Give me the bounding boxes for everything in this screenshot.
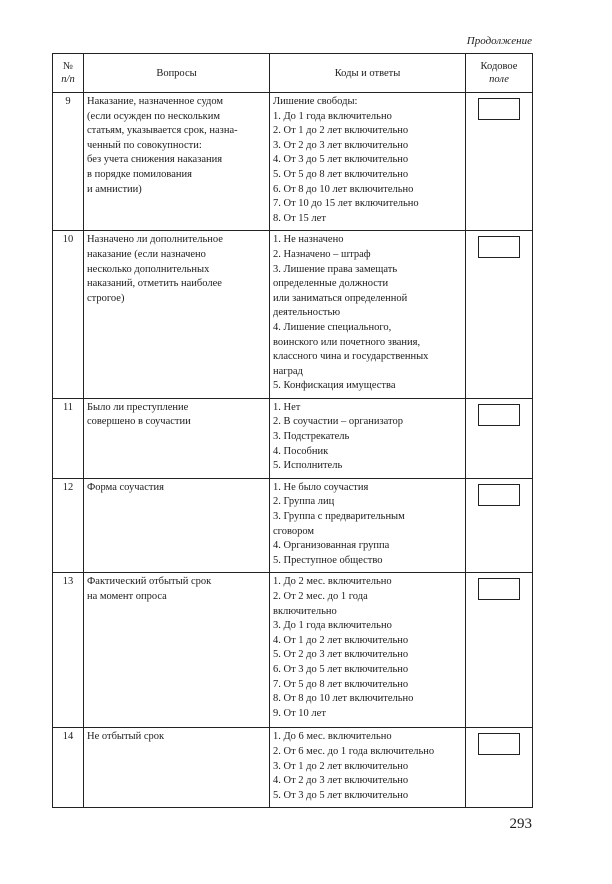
continuation-label: Продолжение (466, 35, 532, 47)
answer-option: сговором (273, 525, 315, 537)
answer-option: 8. От 8 до 10 лет включительно (273, 693, 414, 705)
code-field-cell (466, 93, 533, 231)
answer-option: 3. Подстрекатель (273, 431, 350, 443)
table-header-row (53, 54, 533, 93)
answer-option: деятельностью (273, 307, 341, 319)
answer-option: 4. От 1 до 2 лет включительно (273, 634, 409, 646)
answer-option: 2. От 6 мес. до 1 года включительно (273, 746, 435, 757)
answer-option: наград (273, 365, 303, 377)
question-line: и амнистии) (87, 183, 142, 195)
answer-option: 3. От 2 до 3 лет включительно (273, 139, 409, 151)
answer-codes-cell (270, 93, 466, 231)
answer-option: 2. В соучастии – организатор (273, 416, 404, 428)
question-line: без учета снижения наказания (87, 154, 223, 166)
row-number: 13 (53, 573, 84, 728)
table-body (53, 93, 533, 808)
code-entry-box[interactable] (478, 484, 520, 506)
column-header-code-field (466, 54, 533, 93)
answer-codes-cell (270, 231, 466, 399)
question-line: совершено в соучастии (87, 416, 191, 428)
answer-option: 6. От 8 до 10 лет включительно (273, 183, 414, 195)
question-cell (84, 231, 270, 399)
table-row (53, 728, 533, 808)
code-field-cell (466, 398, 533, 478)
answer-option: 4. От 3 до 5 лет включительно (273, 154, 409, 166)
answer-option: 6. От 3 до 5 лет включительно (273, 663, 409, 675)
answer-option: 5. От 5 до 8 лет включительно (273, 168, 409, 180)
code-field-cell (466, 573, 533, 728)
question-line: на момент опроса (87, 591, 167, 602)
question-line: Назначено ли дополнительное (87, 234, 223, 246)
questionnaire-table (52, 53, 533, 808)
answer-option: 2. От 1 до 2 лет включительно (273, 125, 409, 137)
question-cell (84, 728, 270, 808)
row-number: 9 (53, 93, 84, 231)
answer-option: 3. Группа с предварительным (273, 511, 405, 523)
column-header-code-field-line1: Кодовое (480, 61, 518, 72)
answer-option: 3. От 1 до 2 лет включительно (273, 760, 409, 772)
question-line: Форма соучастия (87, 481, 164, 493)
answer-option: 2. Группа лиц (273, 496, 335, 508)
question-line: Не отбытый срок (87, 731, 165, 743)
answer-option: 8. От 15 лет (273, 212, 326, 224)
answer-option: 1. Не назначено (273, 234, 344, 246)
answer-option: 5. От 3 до 5 лет включительно (273, 789, 409, 801)
answer-option: воинского или почетного звания, (273, 336, 421, 348)
answer-codes-cell (270, 478, 466, 573)
answer-option: 9. От 10 лет (273, 707, 326, 719)
answer-option: 5. Преступное общество (273, 554, 383, 566)
answer-option: Лишение свободы: (273, 96, 358, 107)
answer-option: 4. От 2 до 3 лет включительно (273, 775, 409, 787)
answer-option: 2. Назначено – штраф (273, 248, 371, 260)
answer-option: 1. Нет (273, 401, 301, 413)
question-cell (84, 93, 270, 231)
answer-option: 4. Пособник (273, 445, 329, 457)
answer-codes-cell (270, 398, 466, 478)
column-header-number-line2: п/п (61, 74, 75, 85)
code-entry-box[interactable] (478, 236, 520, 258)
question-line: несколько дополнительных (87, 263, 210, 275)
column-header-number (53, 54, 84, 93)
row-number: 11 (53, 398, 84, 478)
column-header-codes: Коды и ответы (270, 54, 466, 93)
answer-option: 4. Лишение специального, (273, 321, 392, 333)
answer-option: 1. Не было соучастия (273, 481, 369, 493)
code-field-cell (466, 728, 533, 808)
answer-option: включительно (273, 605, 337, 617)
answer-option: 1. До 2 мес. включительно (273, 576, 392, 588)
row-number: 12 (53, 478, 84, 573)
question-line: наказаний, отметить наиболее (87, 278, 222, 290)
column-header-questions: Вопросы (84, 54, 270, 93)
answer-option: или заниматься определенной (273, 292, 408, 304)
code-entry-box[interactable] (478, 733, 520, 755)
code-entry-box[interactable] (478, 98, 520, 120)
answer-option: 5. От 2 до 3 лет включительно (273, 649, 409, 661)
answer-option: 3. До 1 года включительно (273, 620, 392, 632)
question-line: строгое) (87, 292, 125, 304)
page-number: 293 (509, 816, 532, 832)
table-row (53, 231, 533, 399)
question-line: в порядке помилования (87, 168, 192, 180)
question-line: наказание (если назначено (87, 248, 206, 260)
answer-option: 5. Конфискация имущества (273, 380, 396, 392)
question-cell (84, 573, 270, 728)
row-number: 10 (53, 231, 84, 399)
question-line: статьям, указывается срок, назна- (87, 125, 238, 137)
question-line: Фактический отбытый срок (87, 576, 212, 588)
question-line: Было ли преступление (87, 401, 189, 413)
column-header-number-line1: № (62, 61, 74, 72)
question-line: (если осужден по нескольким (87, 110, 220, 122)
question-line: ченный по совокупности: (87, 139, 202, 151)
code-field-cell (466, 478, 533, 573)
column-header-code-field-line2: поле (489, 74, 509, 85)
code-entry-box[interactable] (478, 404, 520, 426)
code-field-cell (466, 231, 533, 399)
question-line: Наказание, назначенное судом (87, 96, 224, 107)
answer-codes-cell (270, 728, 466, 808)
code-entry-box[interactable] (478, 578, 520, 600)
table-row (53, 398, 533, 478)
table-row (53, 573, 533, 728)
row-number: 14 (53, 728, 84, 808)
answer-option: классного чина и государственных (273, 351, 429, 363)
answer-option: 2. От 2 мес. до 1 года (273, 591, 368, 602)
question-cell (84, 478, 270, 573)
answer-option: 1. До 1 года включительно (273, 110, 392, 122)
answer-option: 7. От 10 до 15 лет включительно (273, 198, 419, 210)
answer-option: 4. Организованная группа (273, 540, 390, 552)
question-cell (84, 398, 270, 478)
answer-codes-cell (270, 573, 466, 728)
answer-option: 3. Лишение права замещать (273, 263, 398, 275)
table-row (53, 478, 533, 573)
answer-option: 5. Исполнитель (273, 460, 343, 472)
answer-option: определенные должности (273, 278, 389, 290)
answer-option: 1. До 6 мес. включительно (273, 731, 392, 743)
table-row (53, 93, 533, 231)
answer-option: 7. От 5 до 8 лет включительно (273, 678, 409, 690)
